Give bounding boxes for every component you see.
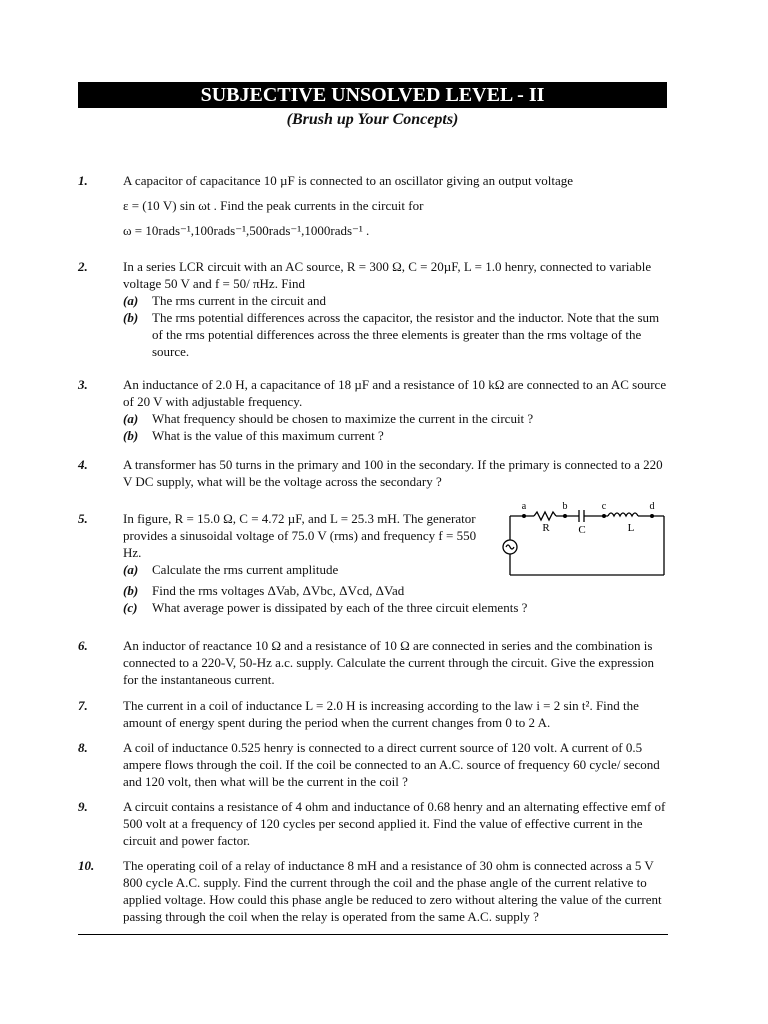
question-text: An inductor of reactance 10 Ω and a resistance of 10 Ω are connected in series and the combination is connected to a 220-V, 50-Hz a.c. supply. Calculate the current through the circuit. Give the expression for the instantaneous current. — [123, 638, 655, 687]
question-number: 10. — [78, 858, 95, 873]
label-C: C — [578, 524, 586, 536]
question-text: A transformer has 50 turns in the primary and 100 in the secondary. If the primary is connected to a 220 V DC supply, what will be the voltage across the secondary ? — [123, 457, 663, 489]
question-text: A coil of inductance 0.525 henry is connected to a direct current source of 120 volt. A current of 0.5 ampere flows through the coil. If the coil be connected to an A.C. source of frequency 60 cycle/ second and 120 volt, then what will be the current in the coil ? — [123, 740, 660, 789]
subpart-b: (b) The rms potential differences across the capacitor, the resistor and the inductor. Note that the sum of the rms potential differences across the three elements is greater than the rms voltage of the source. — [123, 310, 660, 359]
question-8 — [78, 739, 668, 790]
label-d: d — [649, 501, 655, 512]
subpart-a: (a) Calculate the rms current amplitude — [123, 562, 339, 577]
subpart-b: (b) Find the rms voltages ΔVab, ΔVbc, ΔVcd, ΔVad — [123, 583, 405, 598]
label-R: R — [542, 522, 550, 534]
question-6 — [78, 637, 668, 688]
node-a — [522, 514, 526, 518]
equation-omega: ω = 10rads⁻¹,100rads⁻¹,500rads⁻¹,1000rads⁻¹ . — [123, 223, 370, 238]
subpart-b: (b) What is the value of this maximum current ? — [123, 428, 384, 443]
node-c — [602, 514, 606, 518]
label-b: b — [562, 501, 568, 512]
question-number: 2. — [78, 259, 88, 274]
page-subtitle: (Brush up Your Concepts) — [286, 111, 459, 128]
question-7 — [78, 697, 668, 731]
question-number: 6. — [78, 638, 88, 653]
question-number: 5. — [78, 511, 88, 526]
question-1 — [78, 172, 668, 247]
page-title: SUBJECTIVE UNSOLVED LEVEL - II — [78, 82, 667, 108]
label-c: c — [601, 501, 607, 512]
label-a: a — [521, 501, 527, 512]
node-d — [650, 514, 654, 518]
question-text: In a series LCR circuit with an AC source, R = 300 Ω, C = 20µF, L = 1.0 henry, connected to variable voltage 50 V and f = 50/ πHz. Find — [123, 259, 652, 291]
question-text: The current in a coil of inductance L = 2.0 H is increasing according to the law i = 2 sin t². Find the amount of energy spent during the period when the current changes from 0 to 2 A. — [123, 698, 639, 730]
question-2 — [78, 258, 668, 360]
question-4 — [78, 456, 668, 490]
node-b — [563, 514, 567, 518]
equation-emf: ε = (10 V) sin ωt . Find the peak currents in the circuit for — [123, 198, 424, 213]
bottom-divider — [78, 934, 668, 935]
question-text: A circuit contains a resistance of 4 ohm and inductance of 0.68 henry and an alternating effective emf of 500 volt at a frequency of 120 cycles per second applied it. Find the value of effective current in the circuit and power factor. — [123, 799, 666, 848]
question-text: An inductance of 2.0 H, a capacitance of 18 µF and a resistance of 10 kΩ are connected to an AC source of 20 V with adjustable frequency. — [123, 377, 667, 409]
question-9 — [78, 798, 668, 849]
question-10 — [78, 857, 668, 925]
question-number: 8. — [78, 740, 88, 755]
question-number: 7. — [78, 698, 88, 713]
question-number: 3. — [78, 377, 88, 392]
question-text: The operating coil of a relay of inductance 8 mH and a resistance of 30 ohm is connected across a 5 V 800 cycle A.C. supply. Find the current through the coil and the phase angle of the current relative to applied voltage. How could this phase angle be reduced to zero without altering the value of the current passing through the coil when the relay is operated from the same A.C. supply ? — [123, 858, 662, 924]
question-number: 4. — [78, 457, 88, 472]
question-text: A capacitor of capacitance 10 µF is connected to an oscillator giving an output voltage — [123, 173, 574, 188]
question-3 — [78, 376, 668, 444]
subpart-a: (a) The rms current in the circuit and — [123, 293, 326, 308]
label-L: L — [627, 522, 635, 534]
lcr-circuit-diagram — [496, 500, 668, 580]
question-number: 1. — [78, 173, 88, 188]
subpart-c: (c) What average power is dissipated by each of the three circuit elements ? — [123, 600, 528, 615]
question-number: 9. — [78, 799, 88, 814]
subpart-a: (a) What frequency should be chosen to maximize the current in the circuit ? — [123, 411, 534, 426]
question-text: In figure, R = 15.0 Ω, C = 4.72 µF, and L = 25.3 mH. The generator provides a sinusoidal voltage of 75.0 V (rms) and frequency f = 550 Hz. — [123, 511, 477, 560]
